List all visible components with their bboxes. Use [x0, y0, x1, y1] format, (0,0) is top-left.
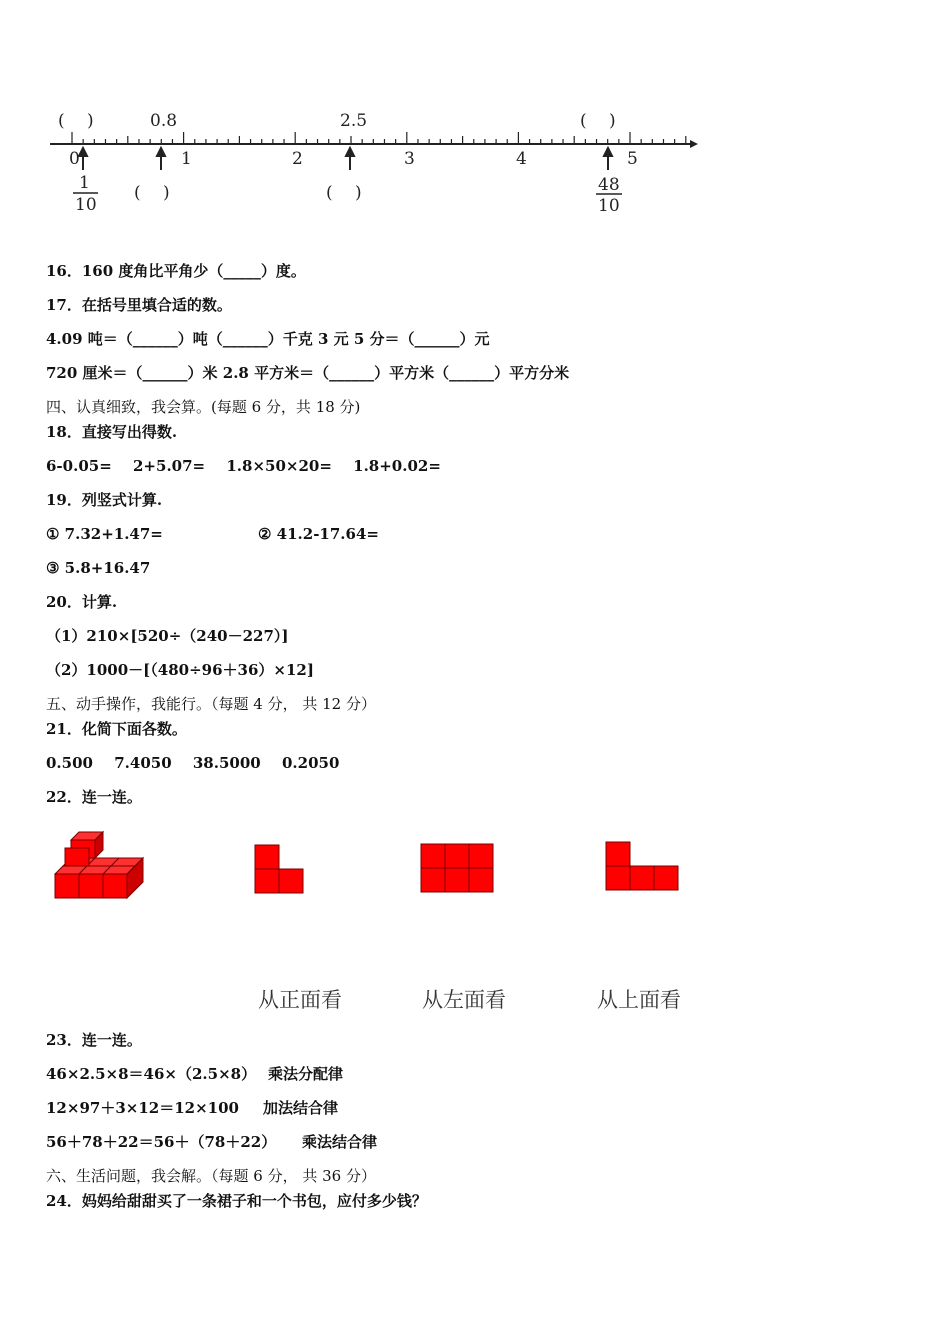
q23-expr-3: 56＋78＋22＝56＋（78＋22） — [46, 1133, 277, 1151]
fraction-2-denominator: 10 — [598, 196, 620, 216]
question-21-items — [46, 753, 339, 773]
number-line-figure — [40, 100, 720, 220]
arrow-4-head — [604, 148, 612, 156]
number-line-top-label-2.5: 2.5 — [340, 111, 368, 131]
section-4-heading: 四、认真细致，我会算。(每题 6 分，共 18 分) — [46, 398, 361, 416]
q18-item-2: 2+5.07= — [133, 457, 206, 475]
view-label-left: 从左面看 — [422, 988, 506, 1012]
q23-law-2: 加法结合律 — [263, 1099, 339, 1117]
view-shape-long-l — [606, 842, 678, 890]
q19-item-2: ② 41.2-17.64= — [258, 525, 379, 543]
bottom-blank-2: ( ) — [326, 183, 362, 203]
arrow-2-head — [157, 148, 165, 156]
q23-expr-1: 46×2.5×8＝46×（2.5×8） — [46, 1065, 257, 1083]
arrow-3-head — [346, 148, 354, 156]
view-label-top: 从上面看 — [597, 988, 681, 1012]
section-5-heading: 五、动手操作，我能行。（每题 4 分， 共 12 分） — [46, 695, 376, 713]
fraction-1-numerator: 1 — [79, 173, 90, 193]
q23-law-3: 乘法结合律 — [302, 1133, 378, 1151]
q21-item-4: 0.2050 — [281, 754, 340, 772]
question-22-title: 22．连一连。 — [46, 788, 142, 806]
question-24: 24．妈妈给甜甜买了一条裙子和一个书包，应付多少钱？ — [46, 1192, 427, 1210]
q21-item-1: 0.500 — [46, 754, 93, 772]
q18-item-1: 6-0.05= — [46, 457, 112, 475]
q19-item-1: ① 7.32+1.47= — [46, 525, 163, 543]
tick-number-3: 3 — [404, 149, 415, 169]
question-18-title: 18．直接写出得数. — [46, 423, 178, 441]
q18-item-4: 1.8+0.02= — [353, 457, 441, 475]
view-shape-l — [255, 845, 303, 893]
q23-law-1: 乘法分配律 — [268, 1065, 344, 1083]
q18-item-3: 1.8×50×20= — [226, 457, 332, 475]
question-17-line-2: 720 厘米＝（______）米 2.8 平方米＝（______）平方米（______）平方分米 — [46, 364, 570, 382]
tick-number-5: 5 — [627, 149, 638, 169]
q20-item-2: （2）1000－[（480÷96＋36）×12] — [46, 661, 314, 679]
bottom-blank-1: ( ) — [134, 183, 170, 203]
view-label-front: 从正面看 — [258, 988, 342, 1012]
q21-item-2: 7.4050 — [114, 754, 172, 772]
question-21-title: 21．化简下面各数。 — [46, 720, 187, 738]
tick-number-0: 0 — [69, 149, 80, 169]
question-16: 16．160 度角比平角少（_____）度。 — [46, 262, 306, 280]
q21-item-3: 38.5000 — [192, 754, 261, 772]
cube-solid-3d — [55, 832, 143, 898]
section-6-heading: 六、生活问题，我会解。（每题 6 分， 共 36 分） — [46, 1167, 376, 1185]
number-line-top-blank-left: ( ) — [58, 111, 94, 131]
question-17-line-1: 4.09 吨＝（______）吨（______）千克 3 元 5 分＝（______）元 — [46, 330, 490, 348]
question-17-title: 17．在括号里填合适的数。 — [46, 296, 232, 314]
q23-expr-2: 12×97＋3×12＝12×100 — [46, 1099, 239, 1117]
tick-number-2: 2 — [292, 149, 303, 169]
cube-figures — [40, 820, 720, 910]
view-shape-rect — [421, 844, 493, 892]
q20-item-1: （1）210×[520÷（240－227）] — [46, 627, 289, 645]
tick-number-4: 4 — [516, 149, 527, 169]
fraction-2-numerator: 48 — [598, 175, 620, 195]
tick-number-1: 1 — [181, 149, 192, 169]
question-19-title: 19．列竖式计算. — [46, 491, 163, 509]
question-18-items — [46, 456, 441, 476]
number-line-arrowhead — [690, 140, 698, 148]
arrow-1-head — [79, 148, 87, 156]
question-23-title: 23．连一连。 — [46, 1031, 142, 1049]
number-line-top-label-0.8: 0.8 — [150, 111, 178, 131]
number-line-top-blank-right: ( ) — [580, 111, 616, 131]
fraction-1-denominator: 10 — [75, 195, 97, 215]
q19-item-3: ③ 5.8+16.47 — [46, 559, 151, 577]
question-20-title: 20．计算. — [46, 593, 118, 611]
